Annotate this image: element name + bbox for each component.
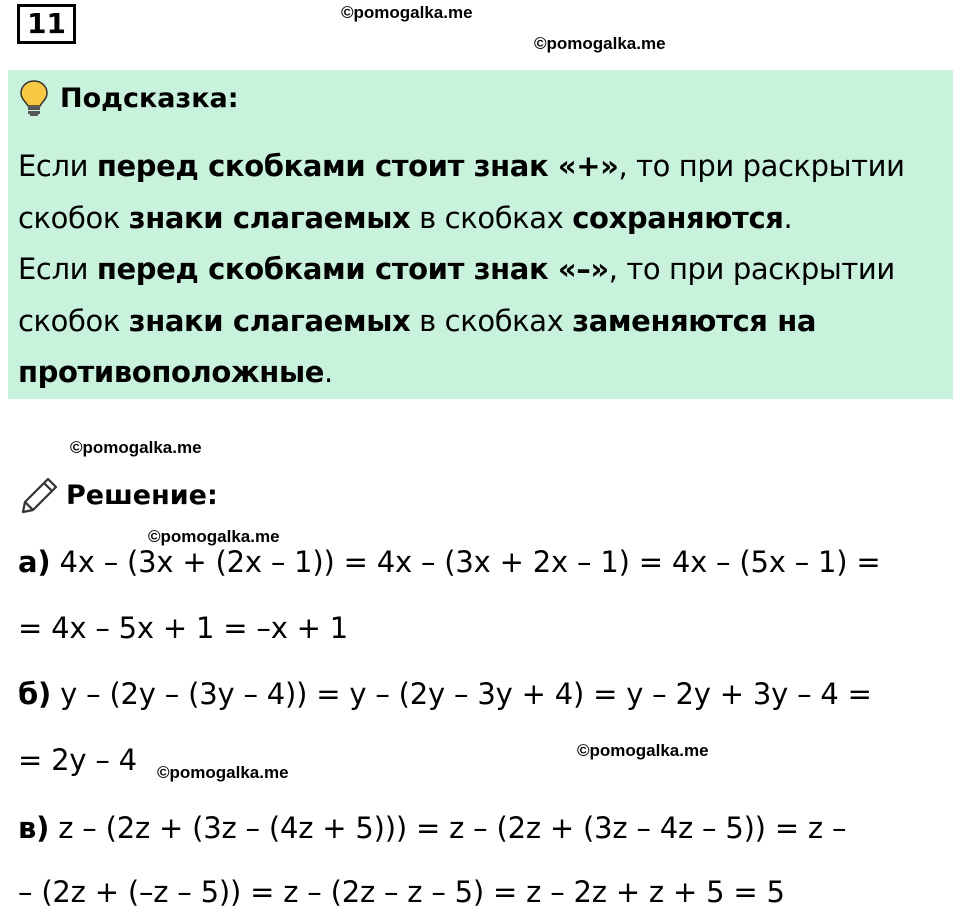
watermark: ©pomogalka.me — [577, 741, 709, 760]
watermark: ©pomogalka.me — [157, 763, 289, 782]
watermark: ©pomogalka.me — [148, 527, 280, 546]
solution-a-line-2: = 4x – 5x + 1 = –x + 1 — [18, 611, 349, 645]
solution-heading — [20, 473, 218, 517]
pencil-icon — [20, 475, 60, 515]
solution-c-line-1: в) z – (2z + (3z – (4z + 5))) = z – (2z + (3z – 4z – 5)) = z – — [18, 811, 847, 845]
watermark: ©pomogalka.me — [341, 3, 473, 22]
task-number: 11 — [17, 4, 76, 44]
solution-c-line-2: – (2z + (–z – 5)) = z – (2z – z – 5) = z – 2z + z + 5 = 5 — [18, 875, 785, 909]
solution-a-line-1: а) 4x – (3x + (2x – 1)) = 4x – (3x + 2x – 1) = 4x – (5x – 1) = — [18, 545, 881, 579]
solution-b-line-1: б) y – (2y – (3y – 4)) = y – (2y – 3y + 4) = y – 2y + 3y – 4 = — [18, 677, 872, 711]
solution-title: Решение: — [66, 479, 218, 511]
hint-text: Если перед скобками стоит знак «+», то при раскрытии скобок знаки слагаемых в скобках сохраняются. Если перед скобками стоит знак «–», то при раскрытии скобок знаки слагаемых в скобках заменяются на противоположные. — [18, 149, 905, 389]
hint-title: Подсказка: — [60, 82, 239, 114]
watermark: ©pomogalka.me — [70, 438, 202, 457]
watermark: ©pomogalka.me — [534, 34, 666, 53]
solution-b-line-2: = 2y – 4 — [18, 743, 137, 777]
lightbulb-icon — [18, 79, 50, 117]
hint-heading — [18, 78, 239, 118]
